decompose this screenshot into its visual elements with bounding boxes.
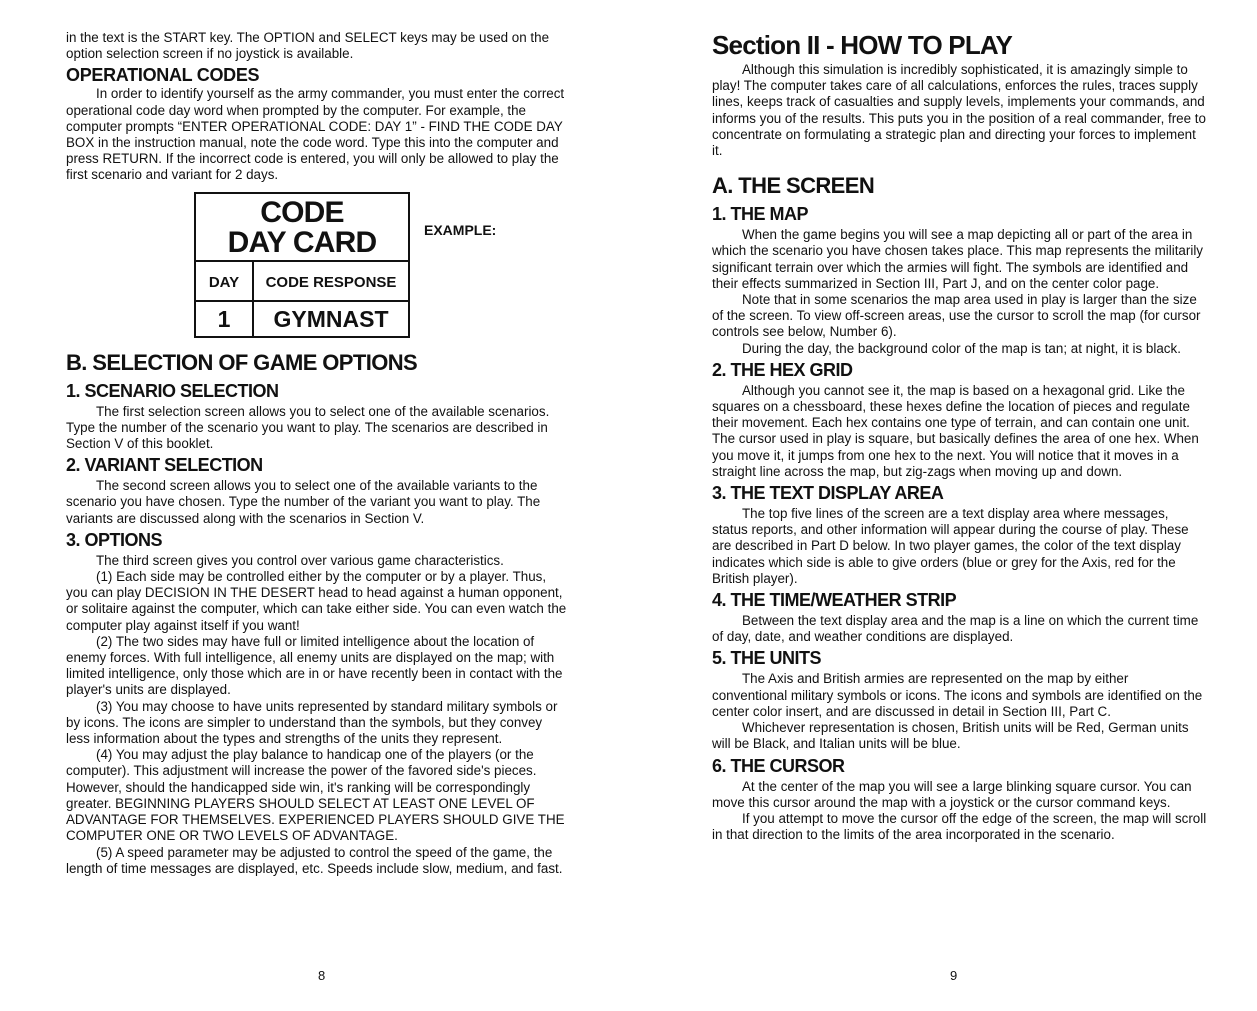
code-card-day-value: 1 — [196, 302, 254, 336]
page-number-right: 9 — [950, 968, 958, 983]
hex-grid-heading: 2. THE HEX GRID — [712, 359, 853, 380]
option-1: (1) Each side may be controlled either by the computer or by a player. Thus, you can play DECISION IN THE DESERT head to head against a human opponent, or solitaire against the computer, which can take either side. You can even watch the computer play against itself if you want! — [66, 569, 567, 633]
option-5: (5) A speed parameter may be adjusted to control the speed of the game, the length of time messages are displayed, etc. Speeds include slow, medium, and fast. — [66, 844, 563, 876]
hex-grid-paragraph: Although you cannot see it, the map is based on a hexagonal grid. Like the squares on a chessboard, these hexes define the location of pieces and regulate their movement. Each hex contains one type of terrain, and can contain one unit. The cursor used in play is square, but basically defines the area of one hex. When you move it, it jumps from one hex to the next. You will notice that it moves in a straight line across the map, but zig-zags when moving up and down. — [712, 382, 1199, 479]
code-card-title-line2: DAY CARD — [227, 225, 377, 259]
variant-selection-heading: 2. VARIANT SELECTION — [66, 455, 263, 476]
options-heading: 3. OPTIONS — [66, 529, 163, 550]
code-card-response-value: GYMNAST — [273, 305, 389, 332]
intro-paragraph: in the text is the START key. The OPTION and SELECT keys may be used on the option selection screen if no joystick is available. — [66, 30, 550, 62]
operational-codes-heading: OPERATIONAL CODES — [66, 65, 260, 86]
code-card-title — [196, 194, 408, 262]
text-display-paragraph: The top five lines of the screen are a text display area where messages, status reports, and other information will appear during the course of play. These are described in Part D below. In two player games, the color of the text display indicates which side is able to give orders (blue or grey for the Axis, red for the British player). — [712, 506, 1189, 586]
map-paragraph-3: During the day, the background color of the map is tan; at night, it is black. — [742, 340, 1181, 356]
units-paragraph-2: Whichever representation is chosen, British units will be Red, German units will be Black, and Italian units will be blue. — [712, 720, 1189, 752]
option-2: (2) The two sides may have full or limited intelligence about the location of enemy forces. With full intelligence, all enemy units are displayed on the map; with limited intelligence, only those which are in or have recently been in contact with the player's units are displayed. — [66, 633, 563, 698]
screen-heading: A. THE SCREEN — [712, 173, 875, 199]
cursor-heading: 6. THE CURSOR — [712, 755, 845, 776]
option-3: (3) You may choose to have units represented by standard military symbols or by icons. The icons are simpler to understand than the symbols, but they convey less information about the types and strengths of the units they represent. — [66, 698, 558, 747]
right-page — [628, 0, 1257, 1011]
section-title: Section II - HOW TO PLAY — [712, 30, 1013, 60]
map-paragraph-2: Note that in some scenarios the map area used in play is larger than the size of the screen. To view off-screen areas, use the cursor to scroll the map (for cursor controls see below, Number 6). — [712, 292, 1201, 340]
cursor-paragraph-2: If you attempt to move the cursor off the edge of the screen, the map will scroll in that direction to the limits of the area incorporated in the scenario. — [712, 810, 1207, 843]
text-display-heading: 3. THE TEXT DISPLAY AREA — [712, 483, 944, 504]
operational-codes-text: In order to identify yourself as the army commander, you must enter the correct operational code day word when prompted by the computer. For example, the computer prompts “ENTER OPERATIONAL CODE: DAY 1” - FIND THE CODE DAY BOX in the instruction manual, note the code word. Type this into the computer and press RETURN. If the incorrect code is entered, you will only be allowed to play the first scenario and variant for 2 days. — [66, 86, 565, 183]
variant-selection-text: The second screen allows you to select one of the available variants to the scenario you have chosen. Type the number of the variant you want to play. The variants are discussed along with the scenarios in Section V. — [66, 478, 541, 526]
time-weather-heading: 4. THE TIME/WEATHER STRIP — [712, 590, 957, 611]
cursor-paragraph-1: At the center of the map you will see a large blinking square cursor. You can move this cursor around the map with a joystick or the cursor command keys. — [712, 778, 1192, 810]
example-label: EXAMPLE: — [424, 221, 497, 238]
code-card-example — [194, 192, 568, 338]
option-4: (4) You may adjust the play balance to handicap one of the players (or the computer). This adjustment will increase the power of the favored side's pieces. However, should the handicapped side win, it's ranking will be correspondingly greater. BEGINNING PLAYERS SHOULD SELECT AT LEAST ONE LEVEL OF ADVANTAGE FOR THEMSELVES. EXPERIENCED PLAYERS SHOULD GIVE THE COMPUTER ONE OR TWO LEVELS OF ADVANTAGE. — [66, 747, 565, 844]
units-paragraph-1: The Axis and British armies are represented on the map by either conventional military symbols or icons. The icons and symbols are identified on the center color insert, and are discussed in detail in Section III, Part C. — [712, 671, 1203, 719]
scenario-selection-heading: 1. SCENARIO SELECTION — [66, 380, 279, 401]
map-paragraph-1: When the game begins you will see a map depicting all or part of the area in which the scenario you have chosen takes place. This map represents the militarily significant terrain over which the armies will fight. The symbols are identified and their effects summarized in Section III, Part J, and on the center color page. — [712, 227, 1203, 291]
code-card-title-line1: CODE — [260, 195, 344, 229]
code-card-day-header: DAY — [196, 262, 254, 300]
how-to-play-intro: Although this simulation is incredibly sophisticated, it is amazingly simple to play! The computer takes care of all calculations, enforces the rules, traces supply lines, keeps track of casualties and supply levels, implements your commands, and informs you of the results. This puts you in the position of a real commander, free to concentrate on formulating a strategic plan and directing your forces to implement it. — [712, 62, 1206, 159]
units-heading: 5. THE UNITS — [712, 648, 822, 669]
code-card-header-row — [196, 262, 408, 302]
left-page — [0, 0, 628, 1011]
code-card-response-header: CODE RESPONSE — [265, 273, 397, 291]
code-card-value-row — [196, 302, 408, 336]
selection-heading: B. SELECTION OF GAME OPTIONS — [66, 349, 418, 375]
map-heading: 1. THE MAP — [712, 204, 809, 225]
scenario-selection-text: The first selection screen allows you to select one of the available scenarios. Type the number of the scenario you want to play. The scenarios are described in Section V of this booklet. — [66, 403, 550, 452]
page-number-left: 8 — [318, 968, 326, 983]
time-weather-paragraph: Between the text display area and the map is a line on which the current time of day, date, and weather conditions are displayed. — [712, 613, 1199, 645]
options-intro: The third screen gives you control over various game characteristics. — [96, 552, 504, 568]
code-day-card — [194, 192, 410, 338]
